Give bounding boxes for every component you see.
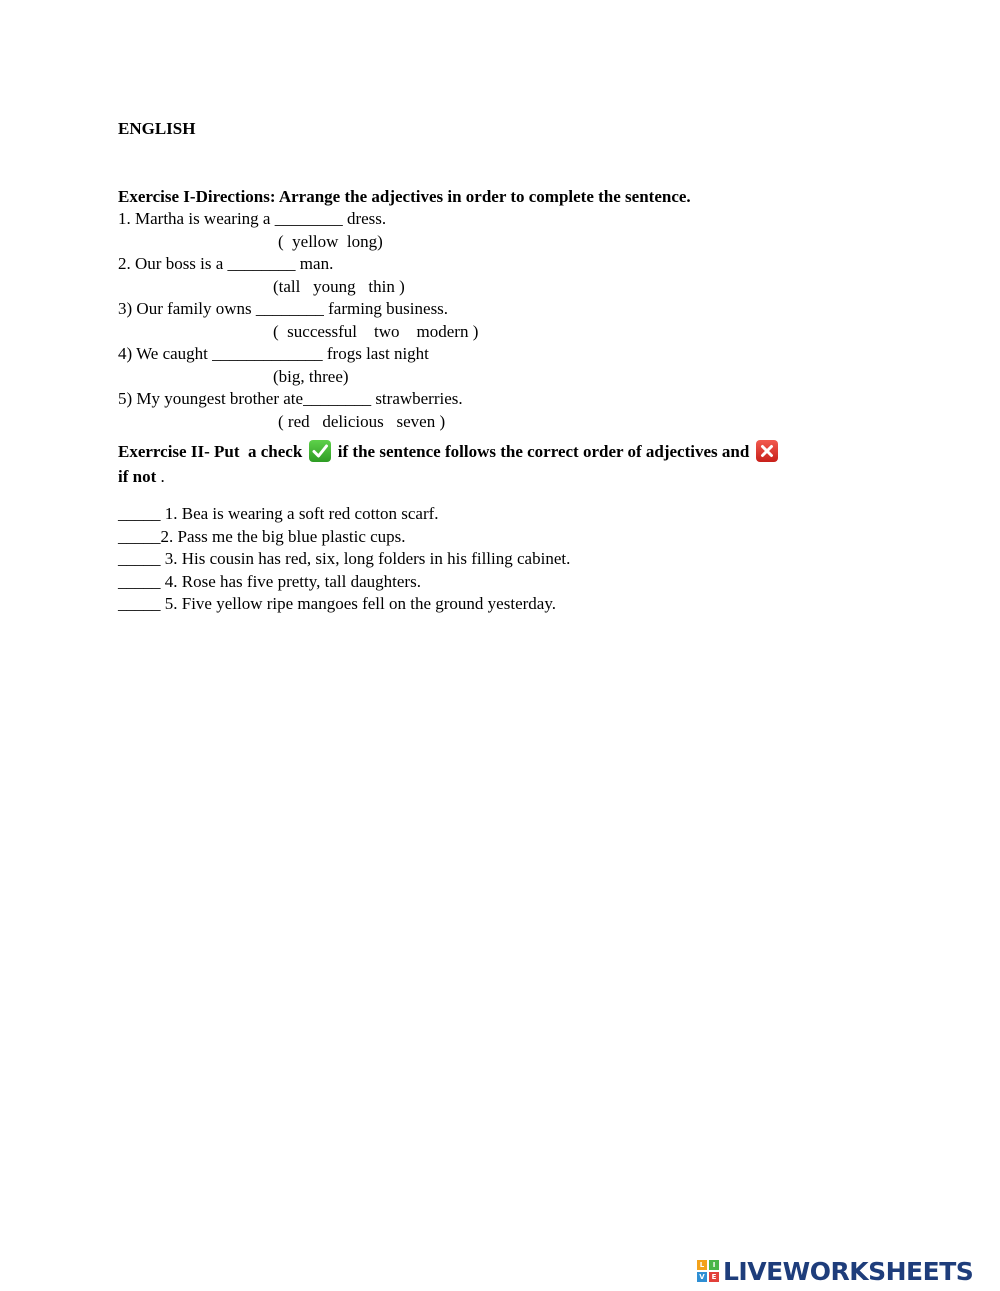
exercise2-item-3: _____ 3. His cousin has red, six, long folders in his filling cabinet. (118, 549, 571, 568)
exercise2-item-4: _____ 4. Rose has five pretty, tall daughters. (118, 572, 421, 591)
exercise2-item-5: _____ 5. Five yellow ripe mangoes fell on the ground yesterday. (118, 594, 556, 613)
page-title: ENGLISH (118, 119, 196, 138)
exercise1-item-5-options: ( red delicious seven ) (278, 412, 446, 431)
exercise2-heading-part1: Exerrcise II- Put a check (118, 442, 307, 461)
exercise1-item-3-options: ( successful two modern ) (273, 322, 479, 341)
exercise2-heading-line2 (118, 466, 165, 488)
exercise1-heading: Exercise I-Directions: Arrange the adjectives in order to complete the sentence. (118, 187, 691, 206)
exercise1-item-2: 2. Our boss is a ________ man. (118, 254, 334, 273)
exercise2-heading-part3: if not (118, 467, 157, 486)
exercise1-item-2-options: (tall young thin ) (273, 277, 405, 296)
cross-icon (756, 440, 778, 462)
exercise2-heading-end: . (156, 467, 165, 486)
logo-block-l: L (697, 1260, 707, 1270)
logo-block-i: I (709, 1260, 719, 1270)
exercise2-item-1: _____ 1. Bea is wearing a soft red cotton scarf. (118, 504, 439, 523)
logo-block-e: E (709, 1272, 719, 1282)
logo-blocks-icon (697, 1260, 719, 1282)
exercise2-heading-part2: if the sentence follows the correct order of adjectives and (333, 442, 754, 461)
check-icon (309, 440, 331, 462)
exercise1-item-5: 5) My youngest brother ate________ strawberries. (118, 389, 463, 408)
logo-text: LIVEWORKSHEETS (723, 1256, 974, 1286)
exercise1-item-3: 3) Our family owns ________ farming business. (118, 299, 449, 318)
exercise1-item-1: 1. Martha is wearing a ________ dress. (118, 209, 387, 228)
exercise1-item-1-options: ( yellow long) (278, 232, 383, 251)
exercise2-item-2: _____2. Pass me the big blue plastic cups. (118, 527, 406, 546)
liveworksheets-logo (697, 1254, 973, 1288)
exercise1-item-4-options: (big, three) (273, 367, 349, 386)
exercise1-item-4: 4) We caught _____________ frogs last night (118, 344, 429, 363)
exercise2-heading (118, 440, 781, 463)
logo-block-v: V (697, 1272, 707, 1282)
